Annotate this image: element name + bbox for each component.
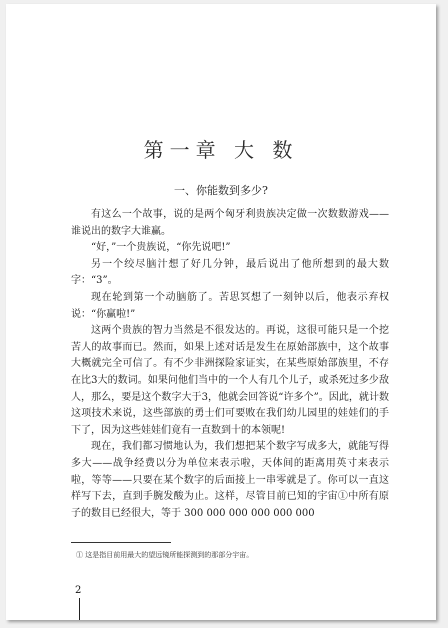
paragraph: 另一个绞尽脑汁想了好几分钟，最后说出了他所想到的最大数字：“3”。: [71, 258, 389, 287]
body-text: [71, 207, 389, 522]
page-number: 2: [75, 585, 82, 596]
chapter-title: 第一章 大 数: [143, 138, 299, 162]
paragraph: 现在，我们都习惯地认为，我们想把某个数字写成多大，就能写得多大——战争经费以分为单位来表示啦，天体间的距离用英寸来表示啦，等等——只要在某个数字的后面接上一串零就是了。你可以一直这样写下去，直到手腕发酸为止。这样，尽管目前已知的宇宙①中所有原子的数目已经很大，等于 300 000 000 000 000 000: [71, 441, 389, 519]
footnote: ① 这是指目前用最大的望远镜所能探测到的那部分宇宙。: [76, 551, 254, 559]
footnote-rule: [71, 542, 171, 543]
book-page: [6, 4, 436, 620]
paragraph: 有这么一个故事，说的是两个匈牙利贵族决定做一次数数游戏——谁说出的数字大谁赢。: [71, 209, 389, 237]
paragraph: 现在轮到第一个动脑筋了。苦思冥想了一刻钟以后，他表示弃权说：“你赢啦!”: [71, 291, 389, 320]
section-title: 一、你能数到多少?: [174, 184, 268, 197]
gutter-line: [79, 598, 80, 620]
paragraph: 这两个贵族的智力当然是不很发达的。再说，这很可能只是一个挖苦人的故事而已。然而，如果上述对话是发生在原始部族中，这个故事大概就完全可信了。有不少非洲探险家证实，在某些原始部族里，不存在比3大的数词。如果问他们当中的一个人有几个儿子，或杀死过多少敌人，那么，要是这个数字大于3，他就会回答说“许多个”。因此，就计数这项技术来说，这些部族的勇士们可要败在我们幼儿园里的娃娃们的手下了，因为这些娃娃们竟有一直数到十的本领呢!: [71, 325, 389, 436]
paragraph: “好，”一个贵族说，“你先说吧!”: [91, 242, 231, 254]
